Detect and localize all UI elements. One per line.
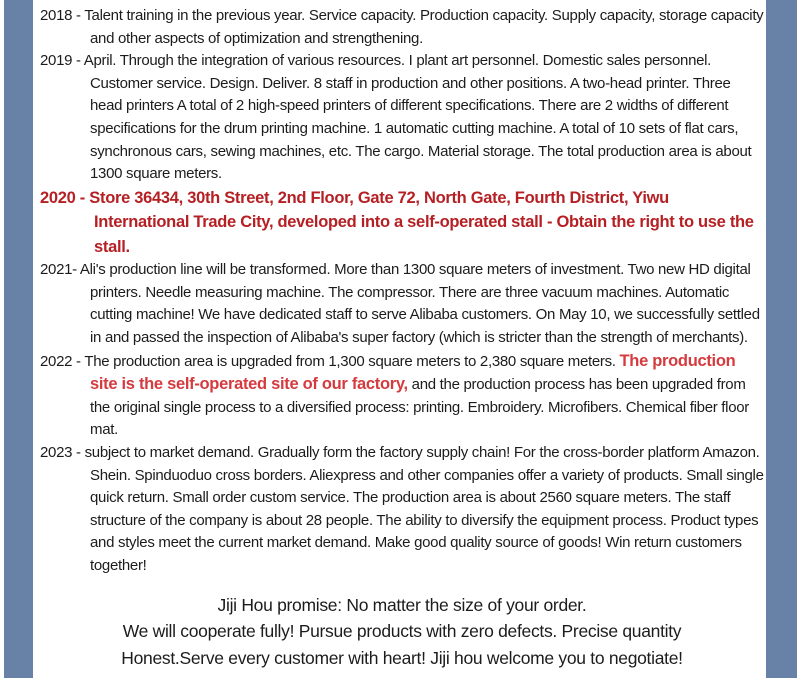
timeline-entry-2021 <box>40 259 764 349</box>
entry-text: Store 36434, 30th Street, 2nd Floor, Gate 72, North Gate, Fourth District, Yiwu International Trade City, developed into a self-operated stall - Obtain the right to use the stall. <box>89 188 754 256</box>
highlighted-entry-text: The production site is the self-operated site of our factory, <box>90 351 736 394</box>
right-accent-bar <box>766 0 797 678</box>
entry-text: Talent training in the previous year. Service capacity. Production capacity. Supply capacity, storage capacity and other aspects of optimization and strengthening. <box>84 7 764 47</box>
footer-line: We will cooperate fully! Pursue products with zero defects. Precise quantity <box>122 621 682 642</box>
entry-text: Ali's production line will be transformed. More than 1300 square meters of investment. Two new HD digital printers. Needle measuring machine. The compressor. There are three vacuum machines. Automatic cutting machine! We have dedicated staff to serve Alibaba customers. On May 10, we successfully settled in and passed the inspection of Alibaba's super factory (which is stricter than the strength of merchants). <box>79 261 760 347</box>
footer-line: Honest.Serve every customer with heart! Jiji hou welcome you to negotiate! <box>121 647 683 668</box>
entry-text: The production area is upgraded from 1,300 square meters to 2,380 square meters. <box>84 352 620 370</box>
timeline-year-label: 2020 - <box>40 188 85 207</box>
timeline-year-label: 2021- <box>40 261 77 279</box>
timeline-year-label: 2022 - <box>40 352 81 370</box>
left-accent-bar <box>4 0 33 678</box>
footer-line: Jiji Hou promise: No matter the size of your order. <box>217 594 587 615</box>
timeline-year-label: 2019 - <box>40 52 81 70</box>
timeline-entry-2018 <box>40 5 764 50</box>
footer-promise <box>40 592 764 672</box>
timeline-entry-2020 <box>40 186 764 260</box>
timeline-entry-2019 <box>40 50 764 186</box>
entry-text: April. Through the integration of various resources. I plant art personnel. Domestic sales personnel. Customer service. Design. Deliver. 8 staff in production and other positions. A two-head printer. Three head printers A total of 2 high-speed printers of different specifications. There are 2 widths of different specifications for the drum printing machine. 1 automatic cutting machine. A total of 10 sets of flat cars, synchronous cars, sewing machines, etc. The cargo. Material storage. The total production area is about 1300 square meters. <box>83 52 752 183</box>
entry-text: subject to market demand. Gradually form the factory supply chain! For the cross-border platform Amazon. Shein. Spinduoduo cross borders. Aliexpress and other companies offer a variety of products. Small single quick return. Small order custom service. The production area is about 2560 square meters. The staff structure of the company is about 28 people. The ability to diversify the equipment process. Product types and styles meet the current market demand. Make good quality source of goods! Win return customers together! <box>84 444 764 574</box>
timeline-year-label: 2023 - <box>40 444 81 461</box>
timeline-entry-2023 <box>40 442 764 578</box>
page-content <box>40 5 764 671</box>
timeline-entry-2022 <box>40 350 764 442</box>
timeline-list <box>40 5 764 578</box>
entry-text: and the production process has been upgraded from the original single process to a diversified process: printing. Embroidery. Microfibers. Chemical fiber floor mat. <box>90 376 749 439</box>
timeline-year-label: 2018 - <box>40 7 81 24</box>
